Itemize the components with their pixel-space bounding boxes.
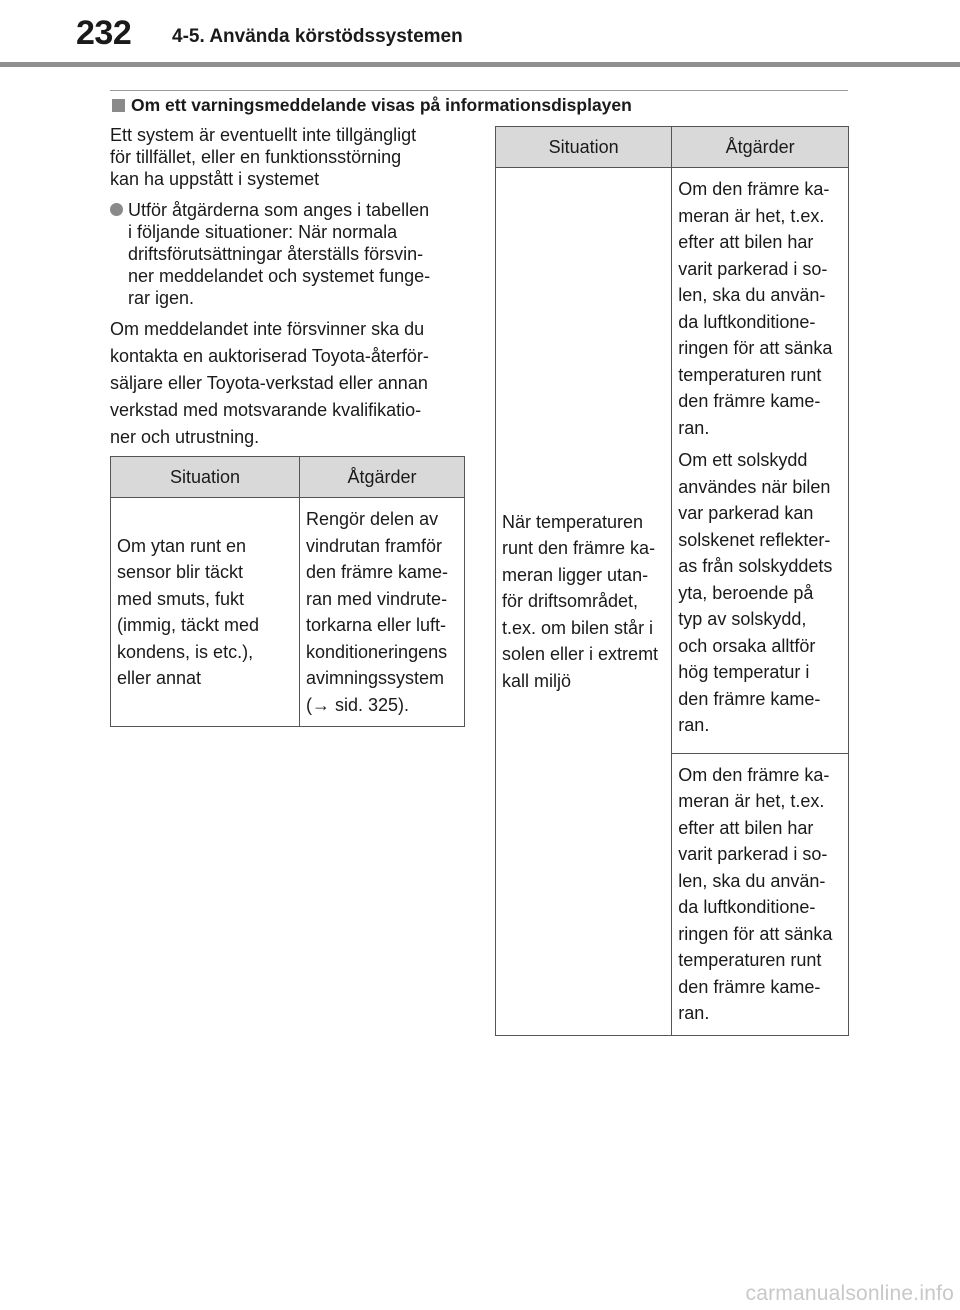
text-line: eller annat xyxy=(117,668,202,688)
text-line: och orsaka alltför xyxy=(678,635,816,656)
text-line: torkarna eller luft- xyxy=(306,615,447,635)
action-cell xyxy=(300,498,465,727)
watermark: carmanualsonline.info xyxy=(745,1282,954,1305)
text-line: len, ska du använ- xyxy=(678,870,826,891)
text-line: meran ligger utan- xyxy=(502,564,649,585)
text-line: Om meddelandet inte försvinner ska du xyxy=(110,319,425,339)
action-block-2 xyxy=(678,447,842,739)
text-line: ringen för att sänka xyxy=(678,338,833,358)
intro-text xyxy=(110,124,466,190)
section-rule xyxy=(110,90,848,91)
text-line: den främre kame- xyxy=(678,976,821,997)
text-line: den främre kame- xyxy=(678,391,821,411)
table-row xyxy=(111,498,465,727)
text-line: da luftkonditione- xyxy=(678,897,816,917)
section-heading-text: Om ett varningsmeddelande visas på informationsdisplayen xyxy=(131,95,632,115)
circle-bullet-icon xyxy=(110,203,123,216)
square-bullet-icon xyxy=(112,99,125,112)
page-number: 232 xyxy=(76,14,132,52)
bullet-item xyxy=(110,199,466,309)
text-line: (→ sid. 325). xyxy=(306,694,410,715)
header-atgarder: Åtgärder xyxy=(672,127,849,168)
text-line: för tillfället, eller en funktionsstörning xyxy=(110,147,402,167)
text-line: den främre kame- xyxy=(306,562,449,582)
action-block-1 xyxy=(678,176,842,441)
header-atgarder: Åtgärder xyxy=(300,457,465,498)
text-line: len, ska du använ- xyxy=(678,285,826,305)
action-cell xyxy=(672,753,849,1035)
text-line: med smuts, fukt xyxy=(117,588,245,609)
text-line: Utför åtgärderna som anges i tabellen xyxy=(128,200,430,220)
text-line: runt den främre ka- xyxy=(502,538,656,558)
section-heading xyxy=(112,95,632,116)
table-row xyxy=(496,168,849,754)
text-line: i följande situationer: När normala xyxy=(128,222,398,242)
text-line: efter att bilen har xyxy=(678,232,814,252)
text-line: verkstad med motsvarande kvalifikatio- xyxy=(110,400,422,420)
chapter-title: 4-5. Använda körstödssystemen xyxy=(172,26,463,47)
text-line: När temperaturen xyxy=(502,511,644,532)
situation-table-1 xyxy=(110,456,465,727)
text-line: den främre kame- xyxy=(678,688,821,709)
text-line: varit parkerad i so- xyxy=(678,258,828,279)
text-line: var parkerad kan xyxy=(678,503,814,523)
text-line: ran med vindrute- xyxy=(306,588,448,609)
action-cell xyxy=(672,168,849,754)
text-line: (immig, täckt med xyxy=(117,615,260,635)
text-line: ner och utrustning. xyxy=(110,427,260,447)
text-line: kall miljö xyxy=(502,670,572,691)
text-line: Ett system är eventuellt inte tillgängligt xyxy=(110,125,417,145)
text-line: kan ha uppstått i systemet xyxy=(110,169,320,189)
text-line: solen eller i extremt xyxy=(502,644,659,664)
text-line: kondens, is etc.), xyxy=(117,641,254,662)
text-line: Om ytan runt en xyxy=(117,535,247,556)
text-line: temperaturen runt xyxy=(678,364,822,385)
bullet-text xyxy=(128,199,466,309)
text-line: hög temperatur i xyxy=(678,662,810,682)
text-line: ran. xyxy=(678,417,710,438)
header-rule xyxy=(0,62,960,67)
text-line: da luftkonditione- xyxy=(678,311,816,332)
text-line: Om den främre ka- xyxy=(678,179,830,199)
text-line: Om den främre ka- xyxy=(678,764,830,785)
text-line: ran. xyxy=(678,715,710,735)
text-line: temperaturen runt xyxy=(678,950,822,970)
text-line: meran är het, t.ex. xyxy=(678,205,825,226)
text-line: kontakta en auktoriserad Toyota-återför- xyxy=(110,346,429,366)
text-line: varit parkerad i so- xyxy=(678,844,828,864)
text-line: vindrutan framför xyxy=(306,535,443,556)
text-line: typ av solskydd, xyxy=(678,609,807,629)
contact-paragraph xyxy=(110,316,466,451)
text-line: yta, beroende på xyxy=(678,582,814,603)
situation-cell xyxy=(111,498,300,727)
text-line: rar igen. xyxy=(128,288,195,308)
text-line: t.ex. om bilen står i xyxy=(502,617,654,638)
text-line: konditioneringens xyxy=(306,641,448,662)
text-line: användes när bilen xyxy=(678,476,831,497)
header-situation: Situation xyxy=(111,457,300,498)
table-header-row xyxy=(496,127,849,168)
text-line: sensor blir täckt xyxy=(117,562,244,582)
text-line: ringen för att sänka xyxy=(678,923,833,944)
situation-cell xyxy=(496,168,672,1036)
table-header-row xyxy=(111,457,465,498)
text-line: för driftsområdet, xyxy=(502,591,639,611)
text-line: driftsförutsättningar återställs försvin- xyxy=(128,244,424,264)
header-situation: Situation xyxy=(496,127,672,168)
text-line: ran. xyxy=(678,1003,710,1023)
text-line: Om ett solskydd xyxy=(678,450,808,470)
text-line: Rengör delen av xyxy=(306,509,439,529)
text-line: avimningssystem xyxy=(306,668,445,688)
text-line: as från solskyddets xyxy=(678,556,833,576)
situation-table-2 xyxy=(495,126,849,1036)
left-column xyxy=(110,124,466,451)
text-line: efter att bilen har xyxy=(678,817,814,838)
text-line: meran är het, t.ex. xyxy=(678,791,825,811)
text-line: säljare eller Toyota-verkstad eller annan xyxy=(110,373,428,393)
text-line: ner meddelandet och systemet funge- xyxy=(128,266,431,286)
text-line: solskenet reflekter- xyxy=(678,529,831,550)
